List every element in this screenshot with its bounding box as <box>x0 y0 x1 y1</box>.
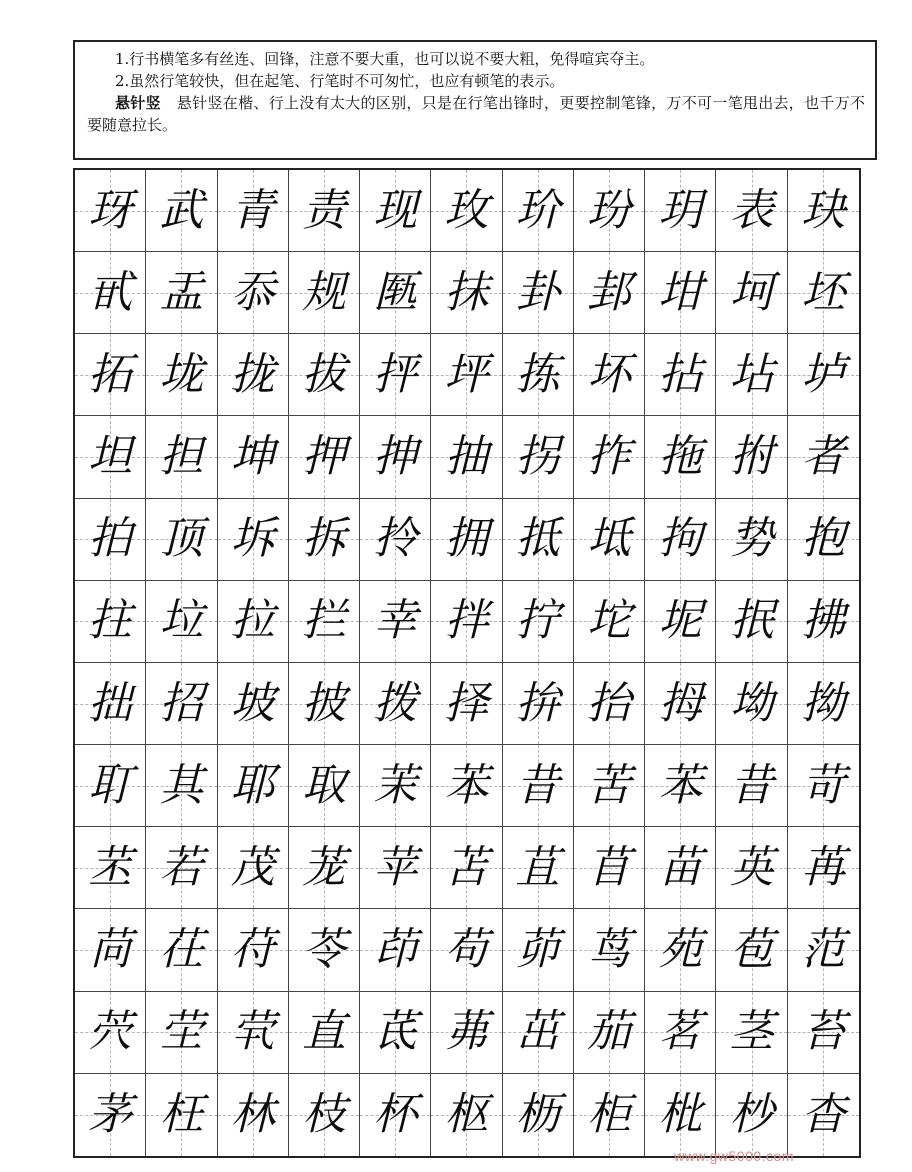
calligraphy-character: 茗 <box>658 1006 703 1058</box>
calligraphy-character: 抻 <box>373 431 418 483</box>
calligraphy-character: 枢 <box>444 1088 489 1140</box>
calligraphy-character: 杯 <box>373 1088 418 1140</box>
grid-cell <box>218 909 289 991</box>
calligraphy-character: 苯 <box>444 759 489 811</box>
grid-cell <box>788 252 859 334</box>
calligraphy-character: 昔 <box>729 759 774 811</box>
grid-cell <box>645 581 716 663</box>
calligraphy-character: 垅 <box>159 348 204 400</box>
calligraphy-character: 坷 <box>729 266 774 318</box>
calligraphy-character: 坫 <box>729 348 774 400</box>
grid-cell <box>788 416 859 498</box>
calligraphy-character: 玥 <box>658 184 703 236</box>
grid-cell <box>716 827 787 909</box>
grid-cell <box>360 827 431 909</box>
grid-cell <box>146 170 217 252</box>
calligraphy-character: 茉 <box>373 759 418 811</box>
calligraphy-character: 苛 <box>801 759 846 811</box>
grid-cell <box>218 827 289 909</box>
calligraphy-character: 抿 <box>729 595 774 647</box>
calligraphy-character: 招 <box>159 677 204 729</box>
grid-cell <box>289 827 360 909</box>
calligraphy-character: 责 <box>301 184 346 236</box>
calligraphy-character: 拃 <box>587 431 632 483</box>
calligraphy-character: 者 <box>801 431 846 483</box>
calligraphy-character: 忝 <box>230 266 275 318</box>
grid-cell <box>75 663 146 745</box>
grid-cell <box>75 827 146 909</box>
grid-cell <box>716 581 787 663</box>
calligraphy-character: 择 <box>444 677 489 729</box>
calligraphy-character: 苓 <box>301 924 346 976</box>
calligraphy-character: 茋 <box>373 1006 418 1058</box>
grid-cell <box>716 745 787 827</box>
grid-cell <box>146 663 217 745</box>
calligraphy-character: 玫 <box>444 184 489 236</box>
calligraphy-character: 拨 <box>373 677 418 729</box>
grid-cell <box>574 499 645 581</box>
calligraphy-character: 垆 <box>801 348 846 400</box>
calligraphy-character: 坻 <box>587 513 632 565</box>
instruction-paragraph <box>87 92 865 136</box>
calligraphy-character: 茎 <box>729 1006 774 1058</box>
calligraphy-character: 拗 <box>801 677 846 729</box>
calligraphy-character: 杪 <box>729 1088 774 1140</box>
calligraphy-character: 苤 <box>88 841 133 893</box>
grid-cell <box>289 499 360 581</box>
grid-cell <box>146 334 217 416</box>
grid-cell <box>716 499 787 581</box>
calligraphy-character: 坡 <box>230 677 275 729</box>
calligraphy-character: 坼 <box>230 513 275 565</box>
grid-cell <box>788 170 859 252</box>
calligraphy-character: 拢 <box>230 348 275 400</box>
grid-cell <box>574 992 645 1074</box>
grid-cell <box>431 581 502 663</box>
grid-cell <box>574 252 645 334</box>
grid-cell <box>645 170 716 252</box>
calligraphy-character: 茔 <box>159 1006 204 1058</box>
calligraphy-character: 苘 <box>88 924 133 976</box>
calligraphy-character: 势 <box>729 513 774 565</box>
calligraphy-character: 茂 <box>230 841 275 893</box>
calligraphy-character: 茆 <box>515 924 560 976</box>
grid-cell <box>788 827 859 909</box>
calligraphy-character: 邽 <box>587 266 632 318</box>
grid-cell <box>289 663 360 745</box>
calligraphy-character: 抨 <box>373 348 418 400</box>
grid-cell <box>645 416 716 498</box>
grid-cell <box>716 663 787 745</box>
calligraphy-character: 坯 <box>801 266 846 318</box>
calligraphy-character: 坤 <box>230 431 275 483</box>
calligraphy-character: 茅 <box>88 1088 133 1140</box>
calligraphy-character: 抱 <box>801 513 846 565</box>
calligraphy-character: 表 <box>729 184 774 236</box>
grid-cell <box>716 252 787 334</box>
calligraphy-character: 耶 <box>230 759 275 811</box>
grid-cell <box>503 334 574 416</box>
calligraphy-character: 抵 <box>515 513 560 565</box>
grid-cell <box>431 827 502 909</box>
grid-cell <box>716 909 787 991</box>
grid-cell <box>146 1074 217 1156</box>
calligraphy-character: 甙 <box>88 266 133 318</box>
grid-cell <box>146 581 217 663</box>
grid-cell <box>788 909 859 991</box>
grid-cell <box>289 745 360 827</box>
calligraphy-character: 苒 <box>801 841 846 893</box>
calligraphy-character: 茀 <box>444 1006 489 1058</box>
grid-cell <box>716 334 787 416</box>
grid-cell <box>645 663 716 745</box>
calligraphy-character: 顶 <box>159 513 204 565</box>
calligraphy-character: 拂 <box>801 595 846 647</box>
calligraphy-character: 苗 <box>658 841 703 893</box>
grid-cell <box>574 745 645 827</box>
calligraphy-character: 苫 <box>444 841 489 893</box>
calligraphy-character: 茌 <box>159 924 204 976</box>
grid-cell <box>503 170 574 252</box>
grid-cell <box>218 499 289 581</box>
calligraphy-character: 拎 <box>373 513 418 565</box>
calligraphy-character: 拧 <box>515 595 560 647</box>
calligraphy-character: 玢 <box>587 184 632 236</box>
grid-cell <box>218 581 289 663</box>
calligraphy-character: 拥 <box>444 513 489 565</box>
calligraphy-character: 苯 <box>658 759 703 811</box>
calligraphy-character: 幸 <box>373 595 418 647</box>
calligraphy-character: 拈 <box>658 348 703 400</box>
grid-cell <box>360 170 431 252</box>
calligraphy-character: 苻 <box>230 924 275 976</box>
calligraphy-character: 枇 <box>658 1088 703 1140</box>
calligraphy-character: 拉 <box>230 595 275 647</box>
grid-cell <box>360 745 431 827</box>
calligraphy-character: 坦 <box>88 431 133 483</box>
grid-cell <box>574 909 645 991</box>
calligraphy-character: 担 <box>159 431 204 483</box>
calligraphy-character: 坨 <box>587 595 632 647</box>
grid-cell <box>360 663 431 745</box>
grid-cell <box>75 581 146 663</box>
calligraphy-character: 拔 <box>301 348 346 400</box>
grid-cell <box>645 909 716 991</box>
calligraphy-character: 拓 <box>88 348 133 400</box>
grid-cell <box>360 416 431 498</box>
grid-cell <box>289 992 360 1074</box>
grid-cell <box>645 252 716 334</box>
calligraphy-character: 坭 <box>658 595 703 647</box>
grid-cell <box>574 416 645 498</box>
calligraphy-character: 青 <box>230 184 275 236</box>
grid-cell <box>574 581 645 663</box>
grid-cell <box>716 170 787 252</box>
grid-cell <box>75 909 146 991</box>
grid-cell <box>360 334 431 416</box>
grid-cell <box>360 581 431 663</box>
calligraphy-character: 垃 <box>159 595 204 647</box>
grid-cell <box>788 745 859 827</box>
calligraphy-character: 拙 <box>88 677 133 729</box>
site-watermark: www.gw5000.com <box>674 1148 794 1164</box>
calligraphy-character: 拆 <box>301 513 346 565</box>
grid-cell <box>146 499 217 581</box>
grid-cell <box>431 170 502 252</box>
grid-cell <box>788 499 859 581</box>
calligraphy-character: 茓 <box>88 1006 133 1058</box>
grid-cell <box>75 170 146 252</box>
calligraphy-character: 直 <box>301 1006 346 1058</box>
grid-cell <box>788 581 859 663</box>
grid-cell <box>146 252 217 334</box>
grid-cell <box>503 827 574 909</box>
calligraphy-character: 现 <box>373 184 418 236</box>
calligraphy-character: 范 <box>801 924 846 976</box>
calligraphy-character: 抽 <box>444 431 489 483</box>
calligraphy-character: 拖 <box>658 431 703 483</box>
grid-cell <box>146 416 217 498</box>
calligraphy-character: 枉 <box>159 1088 204 1140</box>
calligraphy-character: 昔 <box>515 759 560 811</box>
grid-cell <box>146 827 217 909</box>
calligraphy-character: 柜 <box>587 1088 632 1140</box>
calligraphy-character: 坏 <box>587 348 632 400</box>
grid-cell <box>360 252 431 334</box>
calligraphy-character: 杳 <box>801 1088 846 1140</box>
grid-cell <box>645 745 716 827</box>
grid-cell <box>503 992 574 1074</box>
calligraphy-character: 枝 <box>301 1088 346 1140</box>
calligraphy-character: 押 <box>301 431 346 483</box>
calligraphy-character: 武 <box>159 184 204 236</box>
calligraphy-character: 苔 <box>801 1006 846 1058</box>
instruction-line-3: 悬针竖在楷、行上没有太大的区别，只是在行笔出锋时，更要控制笔锋，万不可一笔甩出去，也千万不要随意拉长。 <box>87 94 865 134</box>
grid-cell <box>431 499 502 581</box>
grid-cell <box>431 909 502 991</box>
calligraphy-character: 拌 <box>444 595 489 647</box>
calligraphy-character: 抬 <box>587 677 632 729</box>
grid-cell <box>503 745 574 827</box>
calligraphy-character: 抹 <box>444 266 489 318</box>
grid-cell <box>360 499 431 581</box>
grid-cell <box>716 1074 787 1156</box>
calligraphy-character: 拚 <box>515 677 560 729</box>
grid-cell <box>146 745 217 827</box>
grid-cell <box>645 827 716 909</box>
calligraphy-character: 拇 <box>658 677 703 729</box>
grid-cell <box>503 581 574 663</box>
grid-cell <box>431 663 502 745</box>
grid-cell <box>289 334 360 416</box>
calligraphy-character: 披 <box>301 677 346 729</box>
calligraphy-character: 取 <box>301 759 346 811</box>
calligraphy-character: 苦 <box>587 759 632 811</box>
grid-cell <box>503 252 574 334</box>
calligraphy-character: 苞 <box>729 924 774 976</box>
grid-cell <box>431 1074 502 1156</box>
grid-cell <box>431 252 502 334</box>
grid-cell <box>788 992 859 1074</box>
grid-cell <box>431 416 502 498</box>
grid-cell <box>645 334 716 416</box>
grid-cell <box>289 909 360 991</box>
grid-cell <box>360 909 431 991</box>
calligraphy-character: 枥 <box>515 1088 560 1140</box>
calligraphy-character: 茑 <box>587 924 632 976</box>
grid-cell <box>218 1074 289 1156</box>
calligraphy-character: 若 <box>159 841 204 893</box>
calligraphy-character: 坪 <box>444 348 489 400</box>
grid-cell <box>716 416 787 498</box>
grid-cell <box>431 992 502 1074</box>
grid-cell <box>289 1074 360 1156</box>
instruction-line-2: 2.虽然行笔较快，但在起笔、行笔时不可匆忙，也应有顿笔的表示。 <box>115 72 565 90</box>
calligraphy-character: 玡 <box>88 184 133 236</box>
grid-cell <box>360 1074 431 1156</box>
calligraphy-character: 苹 <box>373 841 418 893</box>
grid-cell <box>716 992 787 1074</box>
grid-cell <box>75 1074 146 1156</box>
grid-cell <box>431 334 502 416</box>
grid-cell <box>75 499 146 581</box>
grid-cell <box>503 1074 574 1156</box>
calligraphy-character: 茄 <box>587 1006 632 1058</box>
calligraphy-character: 拦 <box>301 595 346 647</box>
grid-cell <box>289 170 360 252</box>
grid-cell <box>75 252 146 334</box>
grid-cell <box>574 1074 645 1156</box>
grid-cell <box>503 499 574 581</box>
grid-cell <box>645 499 716 581</box>
grid-cell <box>218 992 289 1074</box>
grid-cell <box>146 992 217 1074</box>
instruction-line-1: 1.行书横笔多有丝连、回锋，注意不要大重，也可以说不要大粗，免得喧宾夺主。 <box>115 50 655 68</box>
calligraphy-character: 苴 <box>515 841 560 893</box>
grid-cell <box>645 992 716 1074</box>
grid-cell <box>146 909 217 991</box>
grid-cell <box>75 334 146 416</box>
grid-cell <box>788 334 859 416</box>
grid-cell <box>574 170 645 252</box>
character-practice-grid <box>73 168 861 1158</box>
grid-cell <box>289 252 360 334</box>
instructions-box <box>73 40 877 160</box>
grid-cell <box>574 663 645 745</box>
grid-cell <box>503 909 574 991</box>
calligraphy-character: 拊 <box>729 431 774 483</box>
calligraphy-character: 坩 <box>658 266 703 318</box>
calligraphy-character: 茁 <box>515 1006 560 1058</box>
calligraphy-character: 拘 <box>658 513 703 565</box>
grid-cell <box>75 416 146 498</box>
calligraphy-character: 规 <box>301 266 346 318</box>
calligraphy-character: 拐 <box>515 431 560 483</box>
calligraphy-character: 拍 <box>88 513 133 565</box>
grid-cell <box>75 992 146 1074</box>
grid-cell <box>574 334 645 416</box>
grid-cell <box>218 745 289 827</box>
calligraphy-character: 茚 <box>373 924 418 976</box>
calligraphy-character: 盂 <box>159 266 204 318</box>
grid-cell <box>218 663 289 745</box>
calligraphy-character: 玠 <box>515 184 560 236</box>
grid-cell <box>645 1074 716 1156</box>
calligraphy-character: 茕 <box>230 1006 275 1058</box>
calligraphy-character: 苜 <box>587 841 632 893</box>
grid-cell <box>788 1074 859 1156</box>
calligraphy-character: 玦 <box>801 184 846 236</box>
grid-cell <box>75 745 146 827</box>
grid-cell <box>289 581 360 663</box>
grid-cell <box>360 992 431 1074</box>
grid-cell <box>289 416 360 498</box>
calligraphy-character: 耵 <box>88 759 133 811</box>
grid-cell <box>574 827 645 909</box>
grid-cell <box>218 416 289 498</box>
grid-cell <box>431 745 502 827</box>
section-heading: 悬针竖 <box>115 94 161 112</box>
calligraphy-character: 坳 <box>729 677 774 729</box>
calligraphy-character: 林 <box>230 1088 275 1140</box>
grid-cell <box>503 663 574 745</box>
calligraphy-character: 其 <box>159 759 204 811</box>
calligraphy-character: 苟 <box>444 924 489 976</box>
grid-cell <box>218 334 289 416</box>
grid-cell <box>503 416 574 498</box>
calligraphy-character: 拣 <box>515 348 560 400</box>
grid-cell <box>218 252 289 334</box>
calligraphy-character: 匦 <box>373 266 418 318</box>
calligraphy-character: 卦 <box>515 266 560 318</box>
grid-cell <box>788 663 859 745</box>
calligraphy-character: 拄 <box>88 595 133 647</box>
calligraphy-character: 英 <box>729 841 774 893</box>
calligraphy-character: 茏 <box>301 841 346 893</box>
grid-cell <box>218 170 289 252</box>
calligraphy-character: 苑 <box>658 924 703 976</box>
